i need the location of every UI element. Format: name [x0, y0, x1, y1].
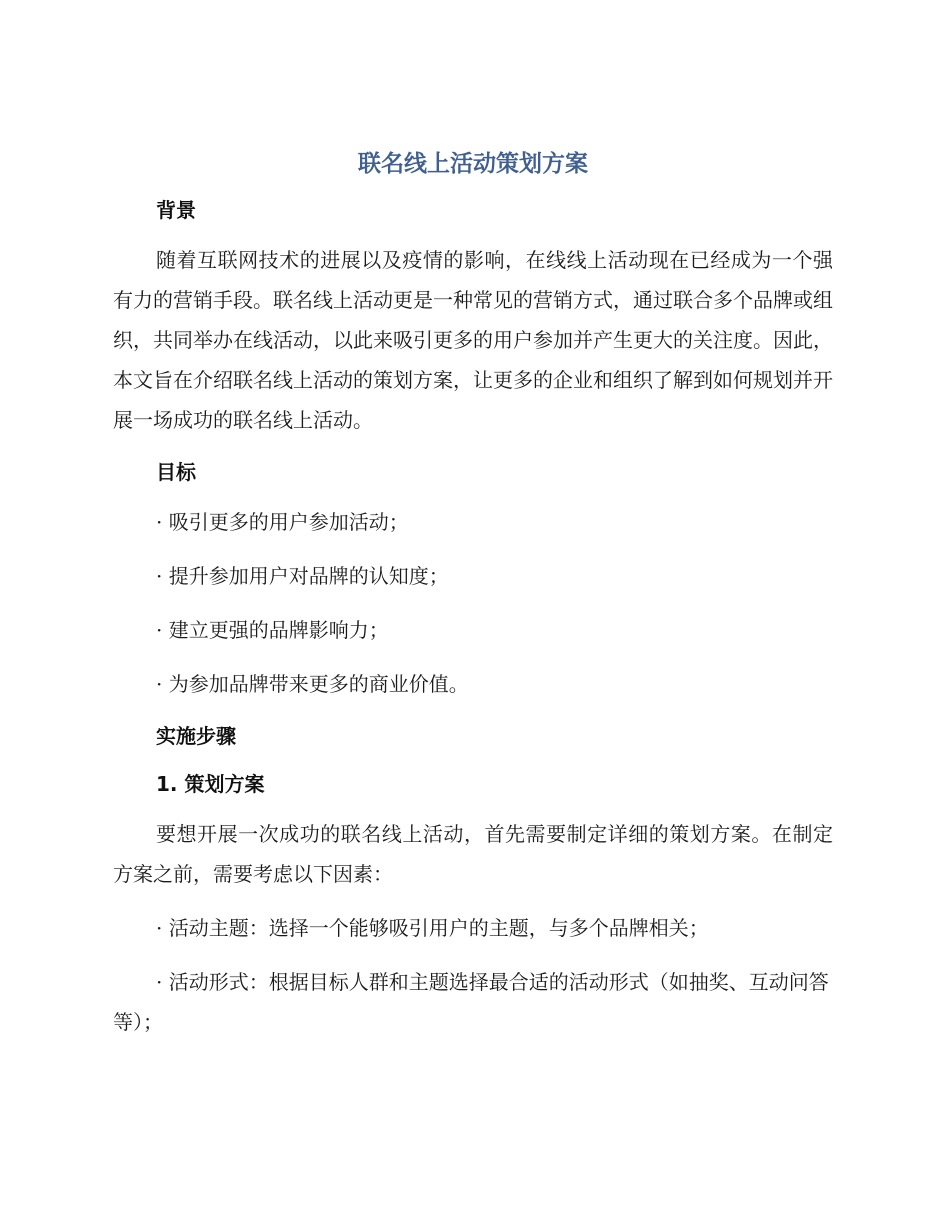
factor-item: · 活动主题：选择一个能够吸引用户的主题，与多个品牌相关；	[156, 916, 709, 940]
step-heading-1: 1. 策划方案	[156, 772, 265, 796]
document-title: 联名线上活动策划方案	[358, 151, 588, 177]
section-heading-background: 背景	[156, 198, 196, 222]
goal-item: · 吸引更多的用户参加活动；	[156, 510, 409, 534]
goal-item: · 提升参加用户对品牌的认知度；	[156, 564, 449, 588]
section-heading-goals: 目标	[156, 460, 196, 484]
section-heading-steps: 实施步骤	[156, 724, 236, 748]
background-paragraph: 随着互联网技术的进展以及疫情的影响，在线线上活动现在已经成为一个强有力的营销手段。联名线上活动更是一种常见的营销方式，通过联合多个品牌或组织，共同举办在线活动，以此来吸引更多的用户参加并产生更大的关注度。因此，本文旨在介绍联名线上活动的策划方案，让更多的企业和组织了解到如何规划并开展一场成功的联名线上活动。	[113, 248, 833, 432]
goal-item: · 建立更强的品牌影响力；	[156, 618, 389, 642]
factor-item: · 活动形式：根据目标人群和主题选择最合适的活动形式（如抽奖、互动问答等）；	[113, 970, 829, 1034]
document-page	[113, 140, 833, 1042]
step1-paragraph: 要想开展一次成功的联名线上活动，首先需要制定详细的策划方案。在制定方案之前，需要考虑以下因素：	[113, 822, 833, 886]
goal-item: · 为参加品牌带来更多的商业价值。	[156, 672, 469, 696]
